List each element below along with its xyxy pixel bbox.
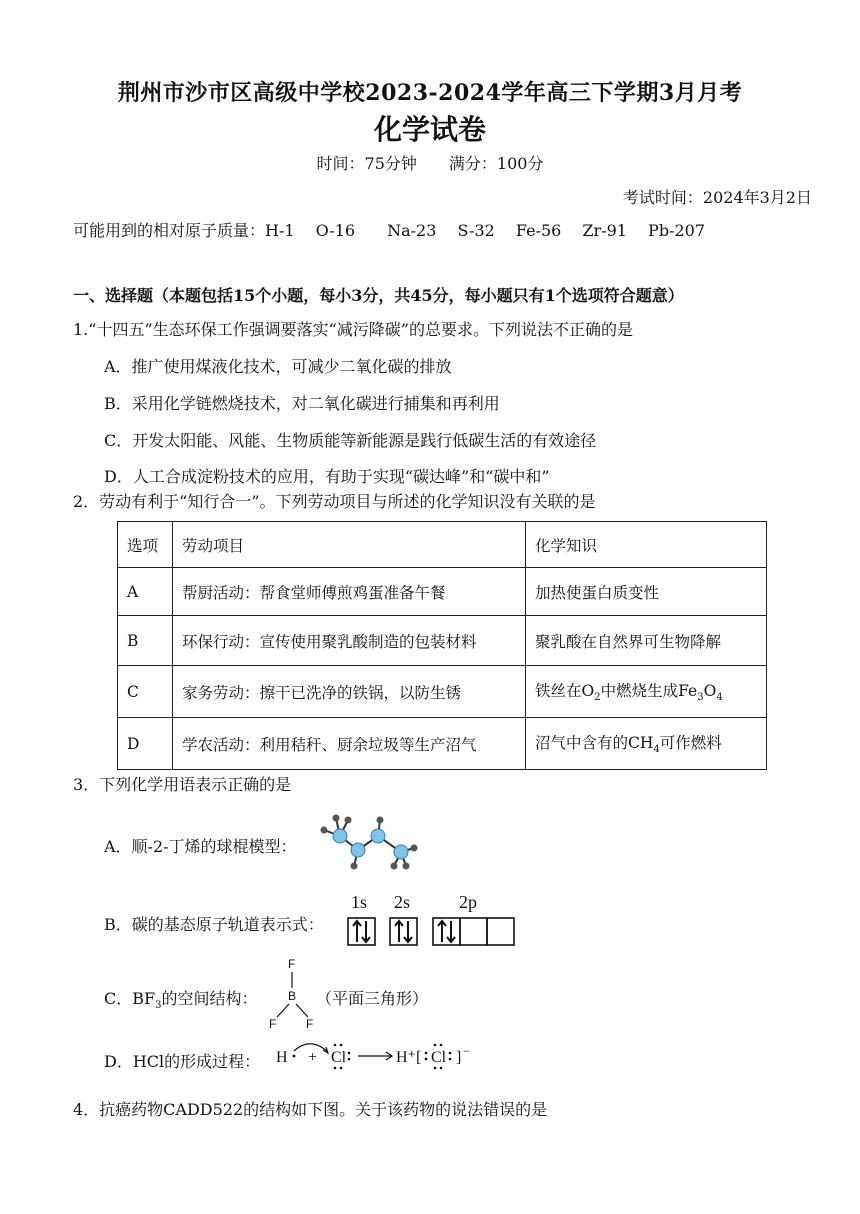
atom-f-left: F: [269, 1017, 277, 1031]
row-option: B: [118, 616, 173, 666]
section-heading: 一、选择题（本题包括15个小题，每小3分，共45分，每小题只有1个选项符合题意）: [73, 286, 684, 305]
q3-option-d: D．HCl的形成过程：: [104, 1052, 261, 1071]
q2-table: [117, 521, 767, 770]
svg-text:]: ]: [456, 1049, 462, 1066]
svg-text:+: +: [308, 1049, 318, 1066]
row-labor-item: 学农活动：利用秸秆、厨余垃圾等生产沼气: [173, 718, 526, 770]
atom-cl: Cl: [331, 1049, 347, 1066]
row-chem-knowledge: 聚乳酸在自然界可生物降解: [526, 616, 767, 666]
row-chem-knowledge: 加热使蛋白质变性: [526, 568, 767, 616]
orbital-diagram: [344, 888, 520, 950]
exam-title: 荆州市沙市区高级中学校2023-2024学年高三下学期3月月考: [117, 80, 743, 106]
atom-h: H: [276, 1049, 288, 1066]
bf3-shape-note: （平面三角形）: [316, 989, 429, 1008]
time-info: 时间：75分钟 满分：100分: [316, 154, 544, 173]
atom-f-top: F: [288, 957, 296, 971]
row-option: D: [118, 718, 173, 770]
row-chem-knowledge: 铁丝在$O_2$中燃烧生成$Fe_3O_4$: [526, 666, 767, 718]
svg-text:[: [: [416, 1049, 422, 1066]
q1-option-c: C．开发太阳能、风能、生物质能等新能源是践行低碳生活的有效途径: [104, 431, 597, 450]
atom-b: B: [288, 989, 297, 1003]
q3-stem: 3．下列化学用语表示正确的是: [73, 775, 292, 794]
table-row: [118, 718, 767, 770]
q3-option-a: A．顺-2-丁烯的球棍模型：: [104, 837, 297, 856]
hcl-formation-diagram: [270, 1034, 480, 1076]
q1-option-a: A．推广使用煤液化技术，可减少二氧化碳的排放: [104, 357, 452, 376]
ion-cl: Cl: [431, 1049, 447, 1066]
orbital-label-2p: 2p: [459, 892, 477, 912]
header-chem-knowledge: 化学知识: [526, 522, 767, 568]
q1-option-d: D．人工合成淀粉技术的应用，有助于实现“碳达峰”和“碳中和”: [104, 467, 550, 486]
header-labor-item: 劳动项目: [173, 522, 526, 568]
table-row: [118, 568, 767, 616]
atom-f-right: F: [306, 1017, 314, 1031]
ion-h-plus: H⁺: [396, 1049, 416, 1066]
orbital-label-2s: 2s: [394, 892, 411, 912]
svg-text:−: −: [463, 1044, 470, 1058]
q2-stem: 2．劳动有利于“知行合一”。下列劳动项目与所述的化学知识没有关联的是: [73, 492, 596, 511]
row-chem-knowledge: 沼气中含有的$CH_4$可作燃料: [526, 718, 767, 770]
q3-option-c: C．$BF_3$的空间结构：: [104, 989, 258, 1012]
q1-option-b: B．采用化学链燃烧技术，对二氧化碳进行捕集和再利用: [104, 394, 500, 413]
q4-stem: 4．抗癌药物CADD522的结构如下图。关于该药物的说法错误的是: [73, 1100, 548, 1119]
row-option: C: [118, 666, 173, 718]
row-labor-item: 家务劳动：擦干已洗净的铁锅，以防生锈: [173, 666, 526, 718]
header-option: 选项: [118, 522, 173, 568]
exam-date: 考试时间：2024年3月2日: [622, 188, 812, 207]
table-header-row: [118, 522, 767, 568]
atomic-masses: 可能用到的相对原子质量：H-1 O-16 Na-23 S-32 Fe-56 Zr-91 Pb-207: [73, 221, 706, 240]
q3-option-b: B．碳的基态原子轨道表示式：: [104, 915, 324, 934]
row-labor-item: 环保行动：宣传使用聚乳酸制造的包装材料: [173, 616, 526, 666]
orbital-label-1s: 1s: [351, 892, 368, 912]
q1-stem: 1.“十四五”生态环保工作强调要落实“减污降碳”的总要求。下列说法不正确的是: [73, 320, 633, 339]
row-option: A: [118, 568, 173, 616]
exam-subject: 化学试卷: [373, 113, 486, 146]
ball-stick-model-figure: [318, 810, 418, 872]
table-row: [118, 666, 767, 718]
row-labor-item: 帮厨活动：帮食堂师傅煎鸡蛋准备午餐: [173, 568, 526, 616]
table-row: [118, 616, 767, 666]
